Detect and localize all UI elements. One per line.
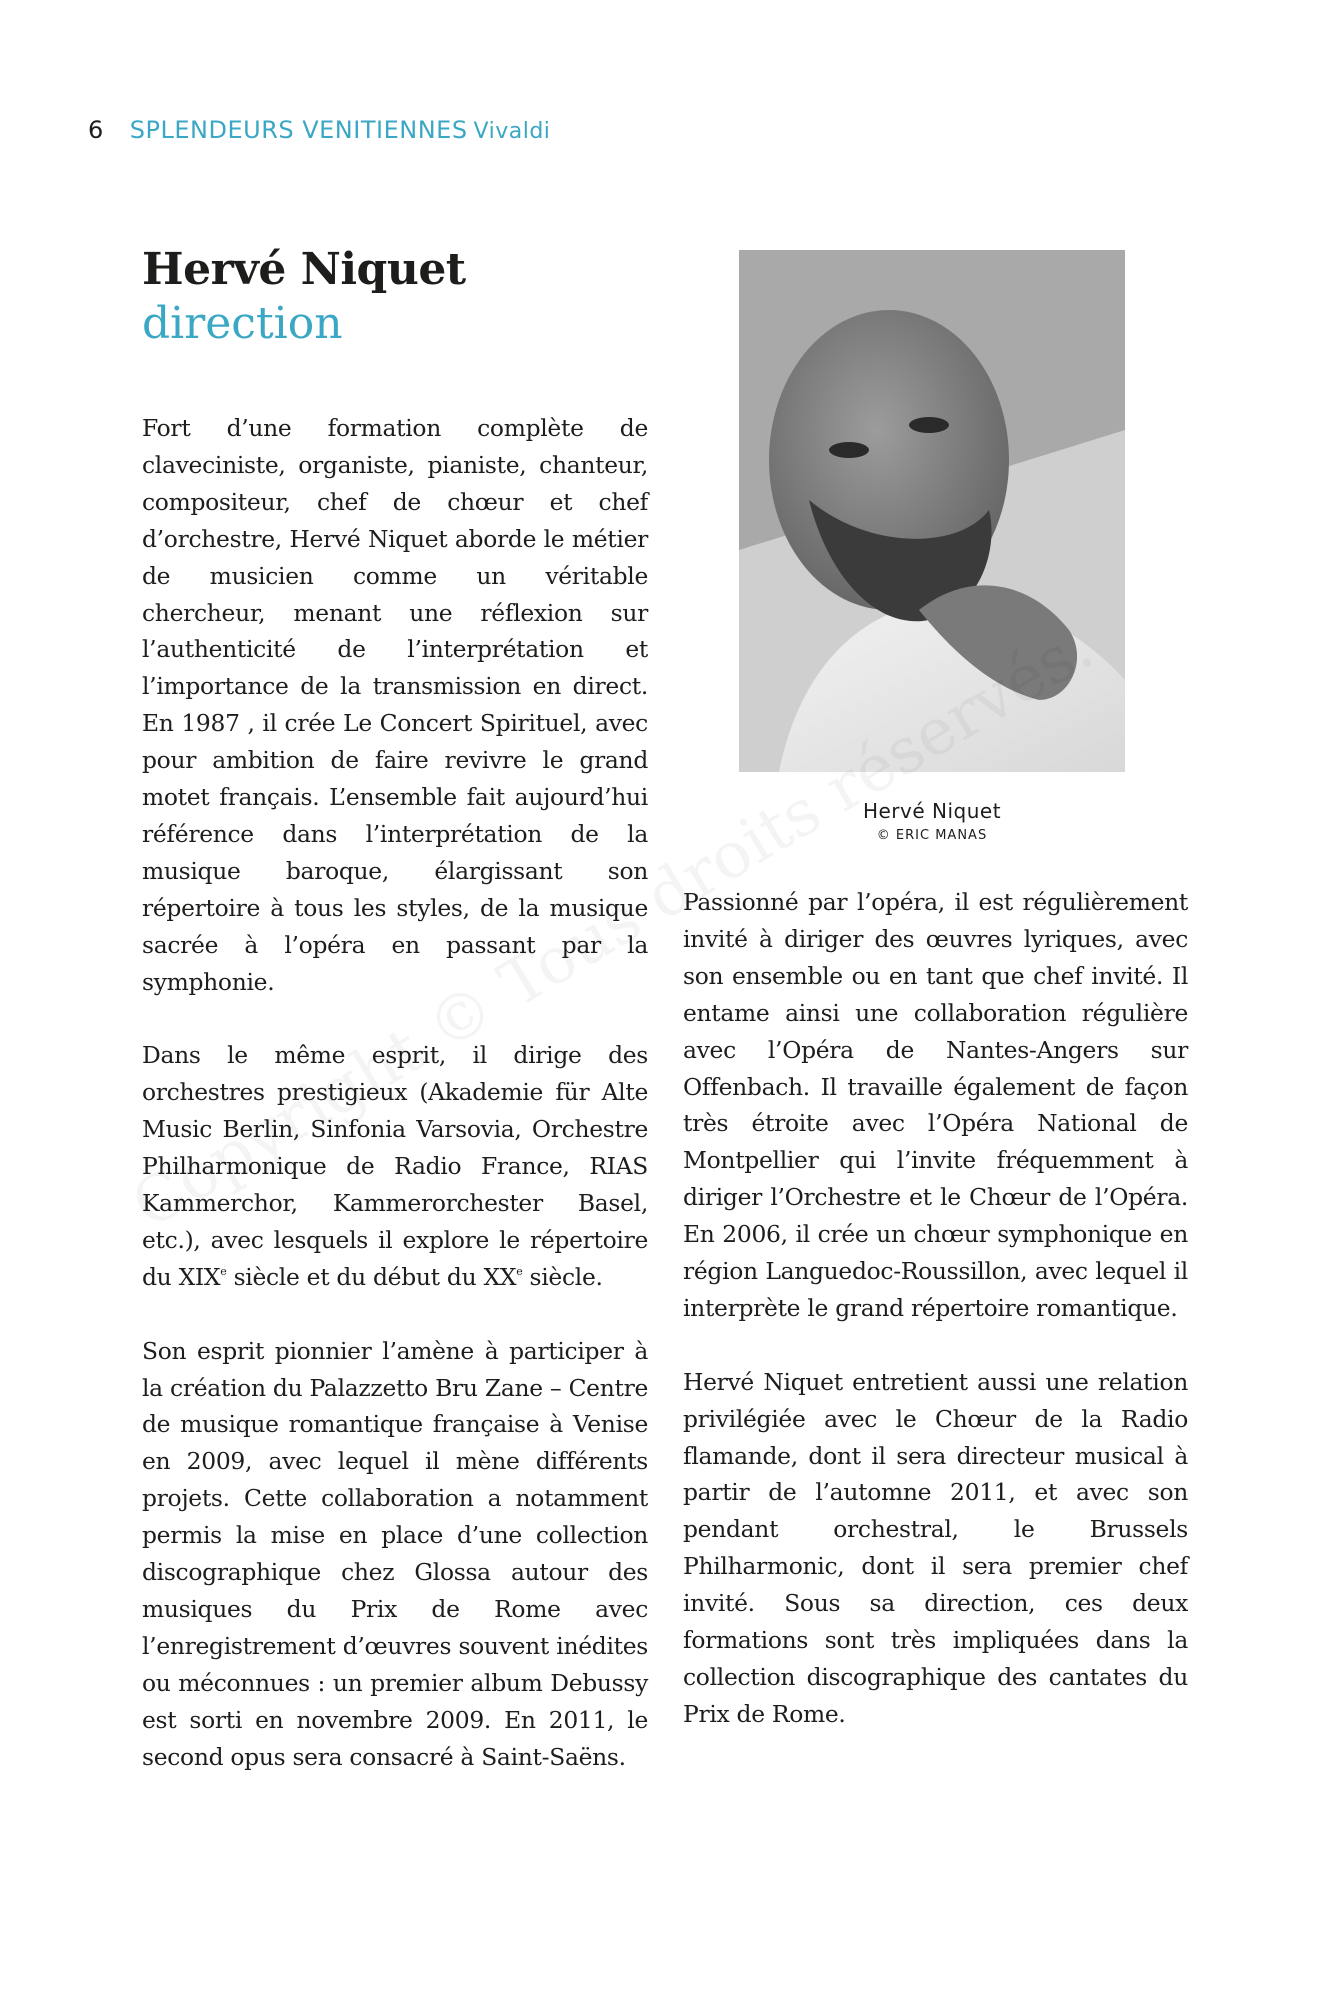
bio-paragraph-5: Hervé Niquet entretient aussi une relation privilégiée avec le Chœur de la Radio flamande, dont il sera directeur musical à partir de l’automne 2011, et avec son pendant orchestral, le Brussels Philharmonic, dont il sera premier chef invité. Sous sa direction, ces deux formations sont très impliquées dans la collection discographique des cantates du Prix de Rome. [683,1367,1188,1728]
page-number: 6 [88,116,104,144]
composer-name: Vivaldi [473,119,551,144]
artist-name-heading: Hervé Niquet [142,244,466,295]
running-head [88,116,550,144]
photo-credit: © ERIC MANAS [876,828,988,843]
artist-role-heading: direction [142,298,343,349]
left-column [142,410,648,1812]
bio-paragraph-4: Passionné par l’opéra, il est régulièrement invité à diriger des œuvres lyriques, avec son ensemble ou en tant que chef invité. Il entame ainsi une collaboration régulière avec l’Opéra de Nantes-Angers sur Offenbach. Il travaille également de façon très étroite avec l’Opéra National de Montpellier qui l’invite fréquemment à diriger l’Orchestre et le Chœur de l’Opéra. En 2006, il crée un chœur symphonique en région Languedoc-Roussillon, avec lequel il interprète le grand répertoire romantique. [683,888,1188,1322]
right-column [683,884,1188,1770]
photo-caption: Hervé Niquet [862,799,1002,823]
portrait-illustration [739,250,1125,772]
series-title: SPLENDEURS VENITIENNES [129,116,468,144]
portrait-photo [739,250,1125,772]
bio-paragraph-2: Dans le même esprit, il dirige des orchestres prestigieux (Akademie für Alte Music Berlin, Sinfonia Varsovia, Orchestre Philharmonique de Radio France, RIAS Kammerchor, Kammerorchester Basel, etc.), avec lesquels il explore le répertoire du XIXe siècle et du début du XXe siècle. [142,1041,648,1291]
bio-paragraph-3: Son esprit pionnier l’amène à participer à la création du Palazzetto Bru Zane – Centre de musique romantique française à Venise en 2009, avec lequel il mène différents projets. Cette collaboration a notamment permis la mise en place d’une collection discographique chez Glossa autour des musiques du Prix de Rome avec l’enregistrement d’œuvres souvent inédites ou méconnues : un premier album Debussy est sorti en novembre 2009. En 2011, le second opus sera consacré à Saint-Saëns. [142,1336,648,1771]
bio-paragraph-1: Fort d’une formation complète de claveciniste, organiste, pianiste, chanteur, compositeur, chef de chœur et chef d’orchestre, Hervé Niquet aborde le métier de musicien comme un véritable chercheur, menant une réflexion sur l’authenticité de l’interprétation et l’importance de la transmission en direct. En 1987 , il crée Le Concert Spirituel, avec pour ambition de faire revivre le grand motet français. L’ensemble fait aujourd’hui référence dans l’interprétation de la musique baroque, élargissant son répertoire à tous les styles, de la musique sacrée à l’opéra en passant par la symphonie. [142,414,648,996]
